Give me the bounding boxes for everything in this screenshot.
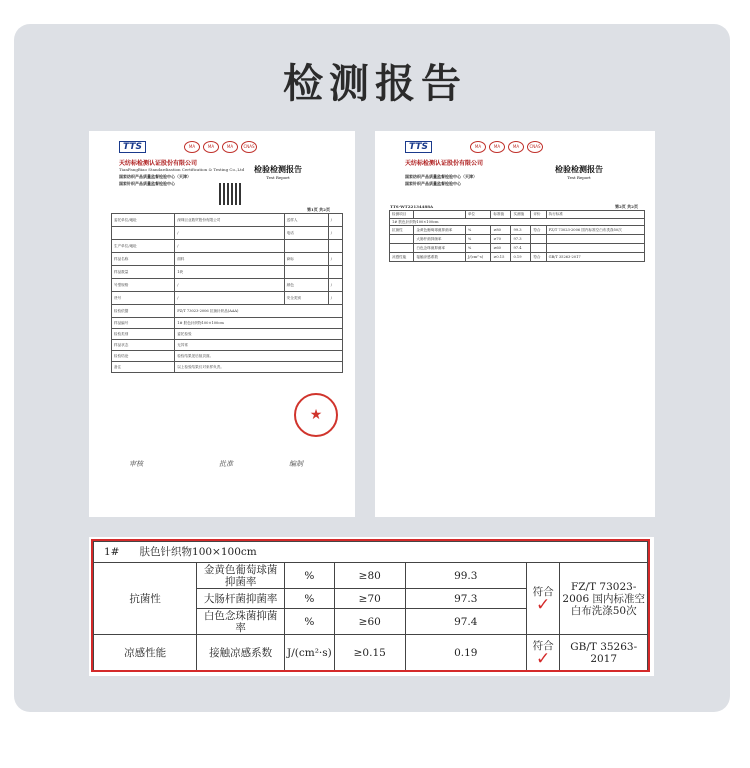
report-cell: 检验类别 [112,329,175,340]
highlight-border [91,539,650,672]
report-cell: 送样人 [284,214,328,227]
measured-value-cell: 0.19 [405,635,526,671]
ma-logo-icon: MA [508,141,524,153]
report-row [112,227,343,240]
result-cell: 凉感性能 [390,253,414,262]
item-cell: 大肠杆菌抑菌率 [197,589,285,609]
report-row [112,329,343,340]
report-row [112,318,343,329]
checkmark-icon: ✓ [535,648,551,669]
report-cell: 备注 [112,362,175,373]
cnas-logo-icon: CNAS [241,141,257,153]
report-row [112,305,343,318]
result-cell: GB/T 35263-2017 [546,253,644,262]
result-cell [546,235,644,244]
unit-cell: % [285,589,335,609]
result-row [390,244,645,253]
report-cell: 电话 [284,227,328,240]
standard-value-cell: ≥70 [334,589,405,609]
signature-2: 批准 [219,460,233,468]
header-cell: 标准值 [491,211,511,219]
verdict-text: 符合 [532,639,554,652]
report-row [112,292,343,305]
report-cell: / [328,214,342,227]
header-cell: 检测项目 [390,211,414,219]
item-cell: 白色念珠菌抑菌率 [197,609,285,635]
report-row [112,340,343,351]
report-cell [328,240,342,253]
report-cell: 委托单位/地址 [112,214,175,227]
report-cell: 颜色 [284,279,328,292]
report-cell: 检验结论 [112,351,175,362]
result-cell [531,235,546,244]
result-cell: 符合 [531,253,546,262]
report-cell: 样品状态 [112,340,175,351]
accreditation-logos [184,141,257,153]
report-row [112,279,343,292]
standard-cell: GB/T 35263-2017 [560,635,648,671]
report-cell: 委托检验 [175,329,343,340]
report-cell [284,266,328,279]
result-cell: ≥80 [491,226,511,235]
test-report-page-2 [375,131,655,517]
report-cell: 样品数量 [112,266,175,279]
report-cell: 安全类别 [284,292,328,305]
report-cell: 无异常 [175,340,343,351]
result-cell: 接触凉感系数 [414,253,465,262]
report-cell: 生产单位/地址 [112,240,175,253]
unit-cell: % [285,563,335,589]
report-cell: / [328,253,342,266]
ma-logo-icon: MA [489,141,505,153]
report-cell: 面料 [175,253,284,266]
report-row [112,240,343,253]
results-table-small [389,210,645,262]
result-cell: J/(cm²·s) [465,253,491,262]
result-cell: 抗菌性 [390,226,414,235]
standard-value-cell: ≥0.15 [334,635,405,671]
standard-value-cell: ≥60 [334,609,405,635]
page-number: 第2页 共2页 [615,204,638,209]
result-cell [390,244,414,253]
company-name-en: TianFangBiao Standardization Certification & Testing Co.,Ltd [119,167,245,172]
report-cell: 号型规格 [112,279,175,292]
standard-value-cell: ≥80 [334,563,405,589]
report-info-table [111,213,343,373]
verdict-text: 符合 [532,585,554,598]
report-cell: 样品编号 [112,318,175,329]
report-title: 检验检测报告 Test Report [254,164,302,180]
report-row [112,214,343,227]
center-line-2: 国家针织产品质量监督检验中心 [405,181,461,186]
report-row [112,362,343,373]
page-number: 第1页 共2页 [307,207,330,212]
official-seal-stamp: ★ [294,393,338,437]
ma-logo-icon: MA [222,141,238,153]
company-name: 天纺标检测认证股份有限公司 [405,160,484,167]
result-cell: % [465,244,491,253]
header-cell: 执行标准 [546,211,644,219]
item-cell: 接触凉感系数 [197,635,285,671]
center-line-1: 国家纺织产品质量监督检验中心（天津） [405,174,477,179]
result-cell: 白色念珠菌抑菌率 [414,244,465,253]
item-cell: 金黄色葡萄球菌抑菌率 [197,563,285,589]
tts-logo: TTS [119,141,146,153]
report-cell: 深圳巨业数贸股份有限公司 [175,214,284,227]
accreditation-logos [470,141,543,153]
measured-value-cell: 97.4 [405,609,526,635]
checkmark-icon: ✓ [535,594,551,615]
standard-cell: FZ/T 73023-2006 国内标准空白布洗涤50次 [560,563,648,635]
result-cell: ≥0.15 [491,253,511,262]
tts-logo: TTS [405,141,432,153]
ma-logo-icon: MA [184,141,200,153]
result-row [390,235,645,244]
header-cell: 单位 [465,211,491,219]
report-cell [284,240,328,253]
result-cell: % [465,226,491,235]
report-cell: 商标 [284,253,328,266]
result-cell [546,244,644,253]
report-cell: 1# 肤色针织物100×100cm [175,318,343,329]
result-cell: 金黄色葡萄球菌抑菌率 [414,226,465,235]
report-cell [112,227,175,240]
cnas-logo-icon: CNAS [527,141,543,153]
report-cell: 样品名称 [112,253,175,266]
report-cell: / [175,240,284,253]
report-cell: FZ/T 73023-2006 抗菌针织品(AAA) [175,305,343,318]
signature-3: 编制 [289,460,303,468]
report-cell [328,266,342,279]
header-cell: 实测值 [511,211,531,219]
result-cell [531,244,546,253]
report-cell: / [175,292,284,305]
qr-code-icon [219,183,241,205]
measured-value-cell: 99.3 [405,563,526,589]
test-report-page-1 [89,131,355,517]
report-cell: 检验依据 [112,305,175,318]
header-cell: 评价 [531,211,546,219]
ma-logo-icon: MA [470,141,486,153]
report-cell: / [175,279,284,292]
report-row [112,266,343,279]
result-row [390,253,645,262]
result-cell: 符合 [531,226,546,235]
result-cell: 97.4 [511,244,531,253]
report-number: TTS-WT22134488A [390,204,434,209]
report-title: 检验检测报告 Test Report [555,164,603,180]
sample-cell: 1# 肤色针织物100×100cm [390,218,645,226]
report-row [112,253,343,266]
unit-cell: J/(cm²·s) [285,635,335,671]
center-line-1: 国家纺织产品质量监督检验中心（天津） [119,174,191,179]
group-cooling: 凉感性能 [94,635,197,671]
report-cell: 1块 [175,266,284,279]
result-cell [390,235,414,244]
result-cell: ≥60 [491,244,511,253]
report-cell: / [328,227,342,240]
results-detail-panel [89,537,654,676]
result-cell: 0.19 [511,253,531,262]
report-cell: / [328,279,342,292]
company-name: 天纺标检测认证股份有限公司 [119,160,198,167]
result-cell: 99.3 [511,226,531,235]
header-cell [414,211,465,219]
result-cell: % [465,235,491,244]
measured-value-cell: 97.3 [405,589,526,609]
result-cell: 97.3 [511,235,531,244]
unit-cell: % [285,609,335,635]
report-row [112,351,343,362]
result-cell: ≥70 [491,235,511,244]
report-cell: 检验结果见后续页面。 [175,351,343,362]
page-title: 检测报告 [283,61,467,107]
sample-label: 1# [104,546,120,558]
report-cell: / [328,292,342,305]
report-cell: / [175,227,284,240]
result-row [390,226,645,235]
result-cell: 大肠杆菌抑菌率 [414,235,465,244]
report-cell: 货号 [112,292,175,305]
result-cell: FZ/T 73023-2006 国内标准空白布洗涤50次 [546,226,644,235]
center-line-2: 国家针织产品质量监督检验中心 [119,181,175,186]
ma-logo-icon: MA [203,141,219,153]
sample-name: 肤色针织物100×100cm [139,546,257,558]
group-antibacterial: 抗菌性 [94,563,197,635]
report-cell: 以上检验结果仅对来样负责。 [175,362,343,373]
signature-1: 审核 [129,460,143,468]
